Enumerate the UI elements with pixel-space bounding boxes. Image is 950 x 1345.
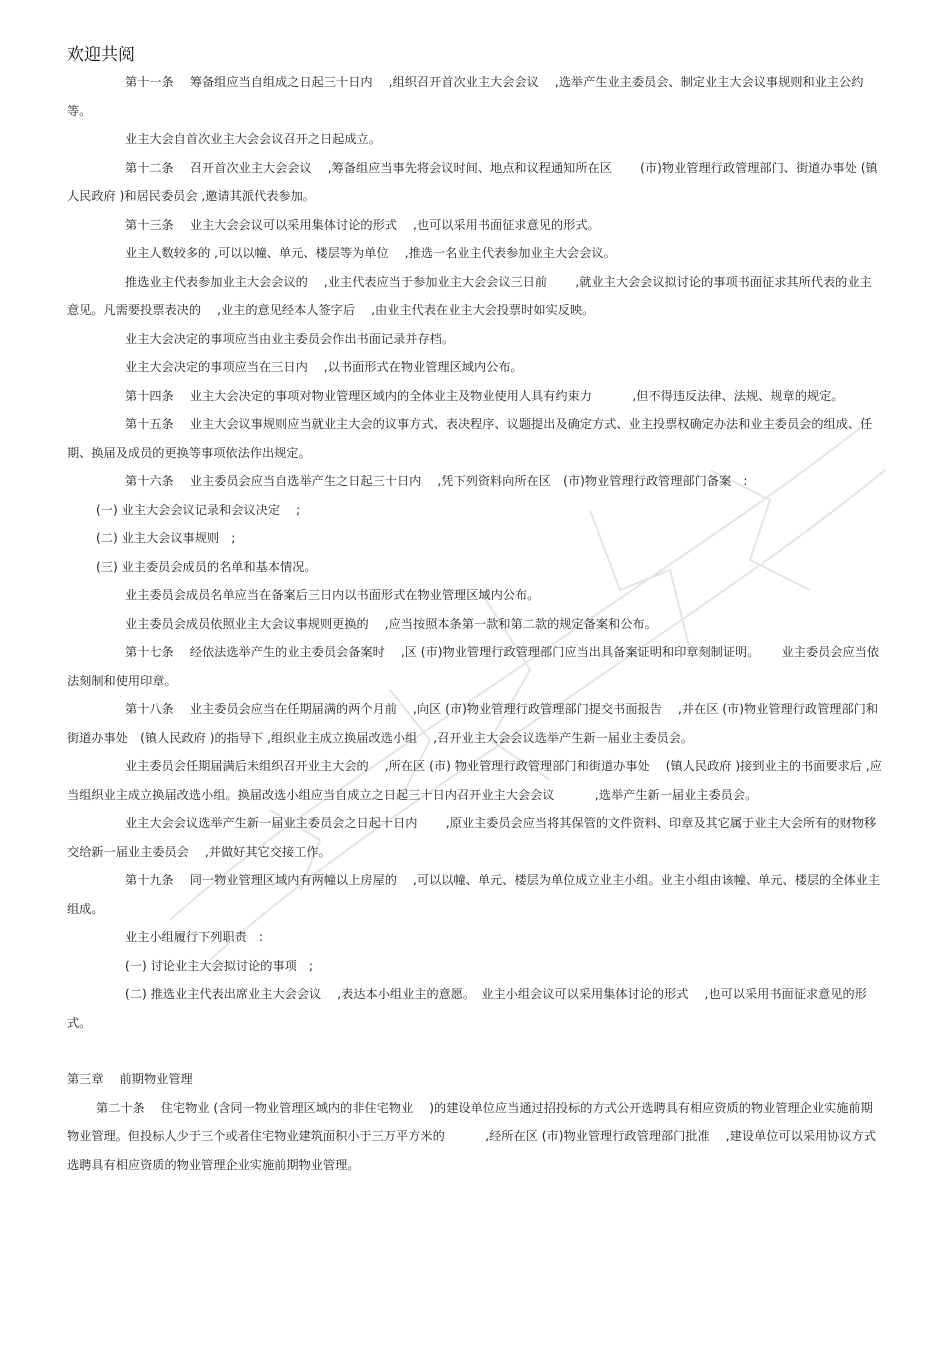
list-item: (二) 推选业主代表出席业主大会会议 ,表达本小组业主的意愿。 业主小组会议可以采用集体讨论的形式 ,也可以采用书面征求意见的形式。 [67, 987, 867, 1030]
paragraph: 业主大会决定的事项应当由业主委员会作出书面记录并存档。 [125, 331, 455, 346]
list-item: (三) 业主委员会成员的名单和基本情况。 [96, 559, 317, 574]
section-gap [67, 1037, 883, 1065]
paragraph: 业主人数较多的 ,可以以幢、单元、楼层等为单位 ,推选一名业主代表参加业主大会会议。 [125, 246, 616, 260]
article-17: 第十七条 经依法选举产生的业主委员会备案时 ,区 (市)物业管理行政管理部门应当出具备案证明和印章刻制证明。 业主委员会应当依法刻制和使用印章。 [67, 645, 880, 688]
list-item: (一) 讨论业主大会拟讨论的事项 ; [125, 958, 314, 973]
document-body [67, 68, 883, 1179]
list-item: (二) 业主大会议事规则 ; [96, 531, 236, 545]
article-12: 第十二条 召开首次业主大会会议 ,筹备组应当事先将会议时间、地点和议程通知所在区 (市)物业管理行政管理部门、街道办事处 (镇人民政府 )和居民委员会 ,邀请其派代表参加。 [67, 160, 878, 203]
paragraph: 业主大会会议选举产生新一届业主委员会之日起十日内 ,原业主委员会应当将其保管的文件资料、印章及其它属于业主大会所有的财物移交给新一届业主委员会 ,并做好其它交接工作。 [67, 816, 877, 859]
article-19: 第十九条 同一物业管理区域内有两幢以上房屋的 ,可以以幢、单元、楼层为单位成立业主小组。业主小组由该幢、单元、楼层的全体业主组成。 [67, 873, 881, 916]
paragraph: 推选业主代表参加业主大会会议的 ,业主代表应当于参加业主大会会议三日前 ,就业主大会会议拟讨论的事项书面征求其所代表的业主意见。凡需要投票表决的 ,业主的意见经本人签字后 ,由业主代表在业主大会投票时如实反映。 [67, 274, 872, 317]
list-item: (一) 业主大会会议记录和会议决定 ; [96, 502, 301, 517]
article-15: 第十五条 业主大会议事规则应当就业主大会的议事方式、表决程序、议题提出及确定方式、业主投票权确定办法和业主委员会的组成、任期、换届及成员的更换等事项依法作出规定。 [67, 417, 873, 460]
article-16: 第十六条 业主委员会应当自选举产生之日起三十日内 ,凭下列资料向所在区 (市)物业管理行政管理部门备案 : [125, 474, 748, 488]
paragraph: 业主小组履行下列职责 : [125, 930, 264, 944]
paragraph: 业主大会自首次业主大会会议召开之日起成立。 [125, 132, 381, 146]
article-20: 第二十条 住宅物业 (含同一物业管理区域内的非住宅物业 )的建设单位应当通过招投标的方式公开选聘具有相应资质的物业管理企业实施前期物业管理。但投标人少于三个或者住宅物业建筑面积小于三万平方米的 ,经所在区 (市)物业管理行政管理部门批准 ,建设单位可以采用协议方式选聘具有相应资质的物业管理企业实施前期物业管理。 [67, 1100, 876, 1172]
paragraph: 业主大会决定的事项应当在三日内 ,以书面形式在物业管理区域内公布。 [125, 360, 523, 374]
article-13: 第十三条 业主大会会议可以采用集体讨论的形式 ,也可以采用书面征求意见的形式。 [125, 217, 600, 232]
article-11: 第十一条 筹备组应当自组成之日起三十日内 ,组织召开首次业主大会会议 ,选举产生业主委员会、制定业主大会议事规则和业主公约等。 [67, 75, 864, 118]
article-18: 第十八条 业主委员会应当在任期届满的两个月前 ,向区 (市)物业管理行政管理部门提交书面报告 ,并在区 (市)物业管理行政管理部门和街道办事处 (镇人民政府 )的指导下 ,组织业主成立换届改选小组 ,召开业主大会会议选举产生新一届业主委员会。 [67, 702, 879, 745]
paragraph: 业主委员会任期届满后未组织召开业主大会的 ,所在区 (市) 物业管理行政管理部门和街道办事处 (镇人民政府 )接到业主的书面要求后 ,应当组织业主成立换届改选小组。换届改选小组应当自成立之日起三十日内召开业主大会会议 ,选举产生新一届业主委员会。 [67, 759, 882, 802]
page-header: 欢迎共阅 [67, 45, 135, 65]
chapter-heading: 第三章 前期物业管理 [67, 1072, 193, 1086]
article-14: 第十四条 业主大会决定的事项对物业管理区域内的全体业主及物业使用人具有约束力 ,但不得违反法律、法规、规章的规定。 [125, 388, 844, 403]
paragraph: 业主委员会成员依照业主大会议事规则更换的 ,应当按照本条第一款和第二款的规定备案和公布。 [125, 616, 657, 631]
paragraph: 业主委员会成员名单应当在备案后三日内以书面形式在物业管理区域内公布。 [125, 588, 540, 602]
